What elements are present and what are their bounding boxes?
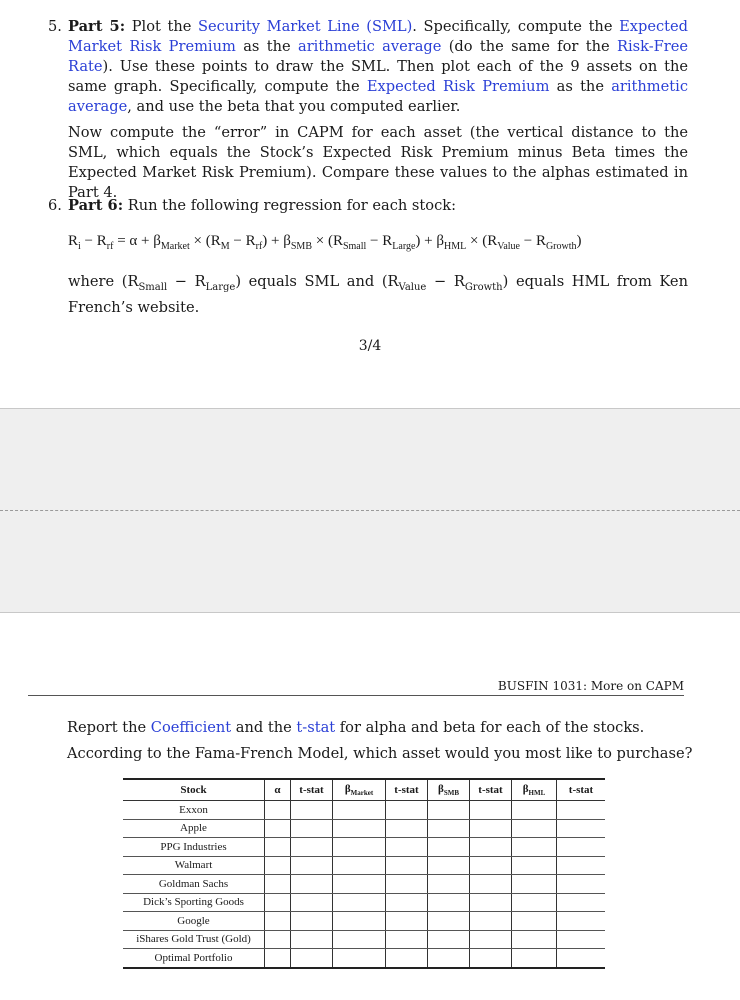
formula-explanation: where $(R_{Small} - R_{Large})$ equals SML and $(R_{Value} - R_{Growth})$ equals HML from Ken French’s website. [68,273,688,316]
empty-answer-cell[interactable] [512,838,557,857]
empty-answer-cell[interactable] [557,819,606,838]
link-expected-market-risk-premium[interactable]: Expected Market Risk Premium [68,18,688,55]
empty-answer-cell[interactable] [333,912,386,931]
link-t-stat[interactable]: t-stat [296,719,336,736]
header-stock: Stock [123,779,265,801]
stock-name: iShares Gold Trust (Gold) [123,930,265,949]
empty-answer-cell[interactable] [291,856,333,875]
empty-answer-cell[interactable] [386,838,428,857]
empty-answer-cell[interactable] [512,819,557,838]
empty-answer-cell[interactable] [428,930,470,949]
empty-answer-cell[interactable] [557,801,606,820]
empty-answer-cell[interactable] [470,893,512,912]
running-header: BUSFIN 1031: More on CAPM [497,679,684,693]
stock-name: Apple [123,819,265,838]
table-row [123,875,605,894]
stock-name: PPG Industries [123,838,265,857]
empty-answer-cell[interactable] [333,838,386,857]
empty-answer-cell[interactable] [265,875,291,894]
empty-answer-cell[interactable] [333,819,386,838]
empty-answer-cell[interactable] [557,875,606,894]
empty-answer-cell[interactable] [333,949,386,968]
text-run: , and use the beta that you computed earlier. [127,98,461,115]
stock-name: Optimal Portfolio [123,949,265,968]
empty-answer-cell[interactable] [557,856,606,875]
empty-answer-cell[interactable] [512,875,557,894]
empty-answer-cell[interactable] [512,912,557,931]
empty-answer-cell[interactable] [557,893,606,912]
empty-answer-cell[interactable] [291,875,333,894]
empty-answer-cell[interactable] [428,949,470,968]
empty-answer-cell[interactable] [265,838,291,857]
empty-answer-cell[interactable] [512,893,557,912]
page-break-divider [0,510,740,511]
empty-answer-cell[interactable] [557,930,606,949]
empty-answer-cell[interactable] [386,856,428,875]
empty-answer-cell[interactable] [512,949,557,968]
link-sml[interactable]: Security Market Line (SML) [198,18,413,35]
empty-answer-cell[interactable] [470,912,512,931]
part-5-text [68,17,688,117]
header-beta-market: $\beta_{Market}$ [333,779,386,801]
part-5-error-paragraph: Now compute the “error” in CAPM for each asset (the vertical distance to the SML, which equals the Stock’s Expected Risk Premium minus Beta times the Expected Market Risk Premium). Compare these values to the alphas estimated in Part 4. [68,124,688,201]
empty-answer-cell[interactable] [386,893,428,912]
empty-answer-cell[interactable] [333,930,386,949]
item-part-6 [48,196,688,216]
empty-answer-cell[interactable] [428,801,470,820]
empty-answer-cell[interactable] [512,801,557,820]
empty-answer-cell[interactable] [265,856,291,875]
text-run: Plot the [125,18,199,35]
header-tstat-smb: t-stat [470,779,512,801]
empty-answer-cell[interactable] [428,856,470,875]
empty-answer-cell[interactable] [557,912,606,931]
part-6-text [68,196,688,216]
empty-answer-cell[interactable] [386,930,428,949]
link-risk-free-rate[interactable]: Risk-Free Rate [68,38,689,75]
table-row [123,912,605,931]
table-row [123,856,605,875]
empty-answer-cell[interactable] [428,893,470,912]
part-6-label: Part 6: [68,197,124,214]
text-run: ). Use these points to draw the SML. Then plot each of the 9 assets on the same graph. Specifically, compute the [68,58,688,95]
empty-answer-cell[interactable] [265,801,291,820]
empty-answer-cell[interactable] [470,838,512,857]
page-3 [0,0,740,408]
empty-answer-cell[interactable] [470,819,512,838]
empty-answer-cell[interactable] [470,856,512,875]
results-table [123,778,605,969]
regression-formula: $R_i - R_{rf} = \alpha + \beta_{Market} \times (R_M - R_{rf}) + \beta_{SMB} \times (R_{Small} - R_{Large}) + \beta_{HML} \times (R_{Value} - R_{Growth})$ [68,233,582,252]
text-run: as the [549,78,612,95]
report-line-1: Report the Coefficient and the t-stat for alpha and beta for each of the stocks. [67,719,645,736]
empty-answer-cell[interactable] [265,893,291,912]
text-run: (do the same for the [441,38,617,55]
text-run: Run the following regression for each stock: [123,197,457,214]
stock-name: Exxon [123,801,265,820]
link-coefficient[interactable]: Coefficient [150,719,232,736]
item-number: 6. [48,197,62,214]
table-row [123,819,605,838]
stock-name: Google [123,912,265,931]
report-line-2: According to the Fama-French Model, which asset would you most like to purchase? [67,745,693,762]
empty-answer-cell[interactable] [265,930,291,949]
header-alpha: α [265,779,291,801]
empty-answer-cell[interactable] [386,801,428,820]
stock-name: Dick’s Sporting Goods [123,893,265,912]
page-gap [0,408,740,613]
empty-answer-cell[interactable] [291,819,333,838]
empty-answer-cell[interactable] [291,893,333,912]
header-beta-hml: $\beta_{HML}$ [512,779,557,801]
empty-answer-cell[interactable] [291,930,333,949]
empty-answer-cell[interactable] [470,930,512,949]
header-beta-smb: $\beta_{SMB}$ [428,779,470,801]
item-number: 5. [48,18,62,35]
table-row [123,838,605,857]
empty-answer-cell[interactable] [557,949,606,968]
header-tstat-market: t-stat [386,779,428,801]
empty-answer-cell[interactable] [291,912,333,931]
table-row [123,949,605,968]
text-run: as the [235,38,298,55]
empty-answer-cell[interactable] [470,875,512,894]
empty-answer-cell[interactable] [291,801,333,820]
empty-answer-cell[interactable] [265,949,291,968]
table-row [123,930,605,949]
header-tstat-alpha: t-stat [291,779,333,801]
page-number: 3/4 [358,338,382,354]
empty-answer-cell[interactable] [386,912,428,931]
empty-answer-cell[interactable] [291,949,333,968]
empty-answer-cell[interactable] [333,856,386,875]
empty-answer-cell[interactable] [386,875,428,894]
empty-answer-cell[interactable] [386,949,428,968]
link-arithmetic-average-2[interactable]: arithmetic average [68,78,688,115]
item-part-5 [48,17,688,117]
empty-answer-cell[interactable] [265,912,291,931]
stock-name: Goldman Sachs [123,875,265,894]
table-row [123,893,605,912]
empty-answer-cell[interactable] [428,819,470,838]
report-instructions [67,715,697,767]
header-rule [28,695,684,696]
empty-answer-cell[interactable] [470,949,512,968]
empty-answer-cell[interactable] [428,912,470,931]
empty-answer-cell[interactable] [333,801,386,820]
empty-answer-cell[interactable] [265,819,291,838]
empty-answer-cell[interactable] [333,875,386,894]
header-tstat-hml: t-stat [557,779,606,801]
empty-answer-cell[interactable] [470,801,512,820]
empty-answer-cell[interactable] [557,838,606,857]
empty-answer-cell[interactable] [512,856,557,875]
empty-answer-cell[interactable] [291,838,333,857]
empty-answer-cell[interactable] [333,893,386,912]
link-expected-risk-premium[interactable]: Expected Risk Premium [366,78,550,95]
part-5-label: Part 5: [68,18,126,35]
table-row [123,801,605,820]
empty-answer-cell[interactable] [386,819,428,838]
text-run: . Specifically, compute the [412,18,620,35]
empty-answer-cell[interactable] [512,930,557,949]
stock-name: Walmart [123,856,265,875]
empty-answer-cell[interactable] [428,838,470,857]
table-header-row [123,779,605,801]
link-arithmetic-average[interactable]: arithmetic average [298,38,442,55]
empty-answer-cell[interactable] [428,875,470,894]
